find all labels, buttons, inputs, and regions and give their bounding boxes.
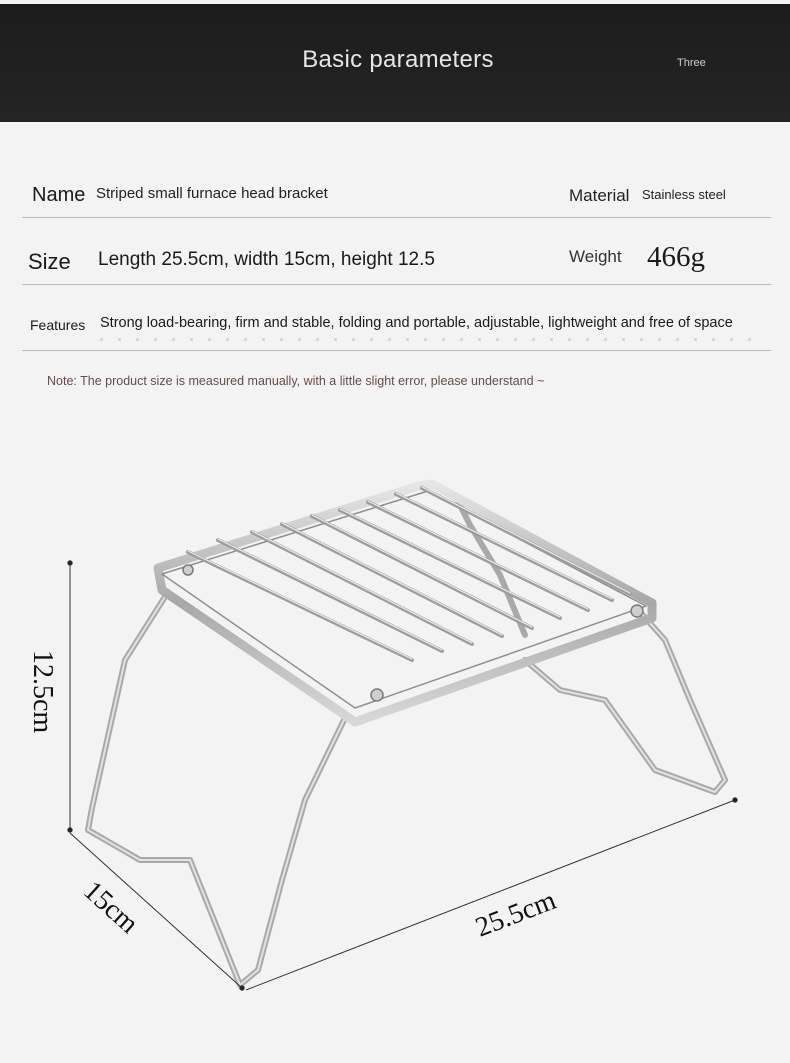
header-banner <box>0 0 790 122</box>
params-row-name <box>22 168 771 218</box>
header-subtitle: Three <box>677 57 706 69</box>
size-value: Length 25.5cm, width 15cm, height 12.5 <box>98 249 435 270</box>
name-value: Striped small furnace head bracket <box>96 185 328 202</box>
features-label: Features <box>30 317 86 333</box>
material-value: Stainless steel <box>642 187 726 202</box>
measurement-note: Note: The product size is measured manually, with a little slight error, please understand ~ <box>47 374 545 388</box>
weight-label: Weight <box>569 247 622 266</box>
width-dimension-label: 15cm <box>77 875 145 940</box>
grill-rack-illustration <box>88 484 725 985</box>
header-top-edge <box>0 0 790 4</box>
params-row-features <box>22 285 771 351</box>
product-dimension-figure <box>0 440 790 1063</box>
page-title: Basic parameters <box>302 46 494 73</box>
height-dimension-label: 12.5cm <box>27 650 58 734</box>
size-label: Size <box>28 249 71 274</box>
params-row-size <box>22 218 771 285</box>
name-label: Name <box>32 184 86 206</box>
length-dimension-label: 25.5cm <box>471 884 561 944</box>
features-value: Strong load-bearing, firm and stable, folding and portable, adjustable, lightweight and free of space <box>100 315 733 331</box>
parameters-table <box>22 168 771 351</box>
weight-value: 466g <box>647 241 705 273</box>
features-ghost-text <box>100 338 760 341</box>
material-label: Material <box>569 186 630 205</box>
